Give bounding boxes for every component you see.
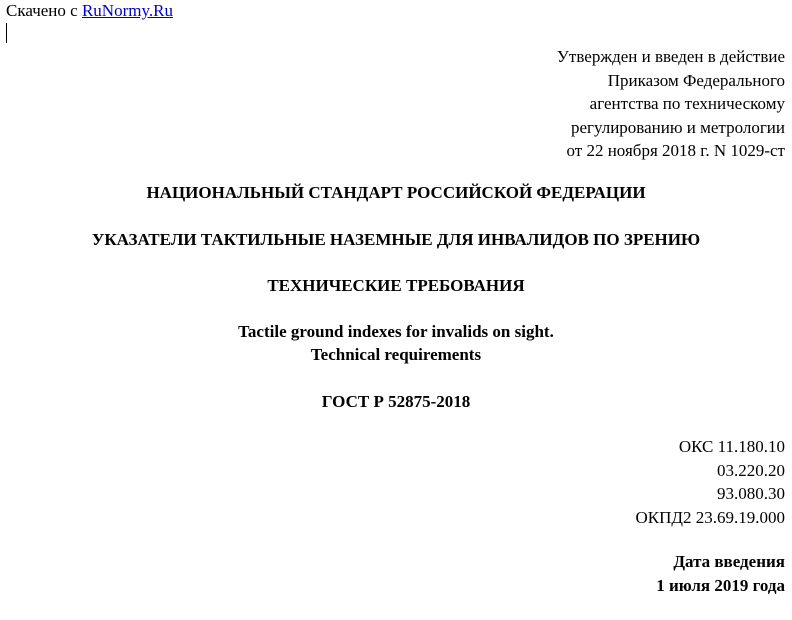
classifier-line: 03.220.20: [717, 460, 785, 480]
approval-line: от 22 ноября 2018 г. N 1029-ст: [566, 141, 785, 160]
document-title: УКАЗАТЕЛИ ТАКТИЛЬНЫЕ НАЗЕМНЫЕ ДЛЯ ИНВАЛИДОВ ПО ЗРЕНИЮ: [91, 230, 701, 249]
approval-block: [557, 45, 785, 163]
approval-line: регулированию и метрологии: [570, 117, 785, 137]
english-title-line1: Tactile ground indexes for invalids on sight.: [238, 322, 554, 341]
text-cursor: [6, 23, 7, 43]
classifier-line: ОКС 11.180.10: [678, 437, 785, 456]
approval-line: Утвержден и введен в действие: [556, 47, 785, 66]
introduction-date-block: [656, 550, 785, 598]
approval-line: агентства по техническому: [589, 94, 785, 113]
source-prefix: Скачено с: [6, 1, 82, 20]
classifier-line: ОКПД2 23.69.19.000: [635, 507, 785, 527]
approval-line: Приказом Федерального: [607, 70, 785, 90]
introduction-label: Дата введения: [673, 552, 785, 571]
runormy-link[interactable]: RuNormy.Ru: [81, 1, 173, 20]
classifier-block: [636, 435, 786, 529]
document-subtitle: ТЕХНИЧЕСКИЕ ТРЕБОВАНИЯ: [267, 276, 525, 295]
national-standard-heading: НАЦИОНАЛЬНЫЙ СТАНДАРТ РОССИЙСКОЙ ФЕДЕРАЦИИ: [146, 183, 646, 202]
english-title-line2: Technical requirements: [310, 345, 482, 364]
introduction-date: 1 июля 2019 года: [656, 576, 785, 595]
classifier-line: 93.080.30: [717, 484, 785, 503]
source-line: [6, 1, 173, 21]
gost-number: ГОСТ Р 52875-2018: [321, 392, 471, 411]
